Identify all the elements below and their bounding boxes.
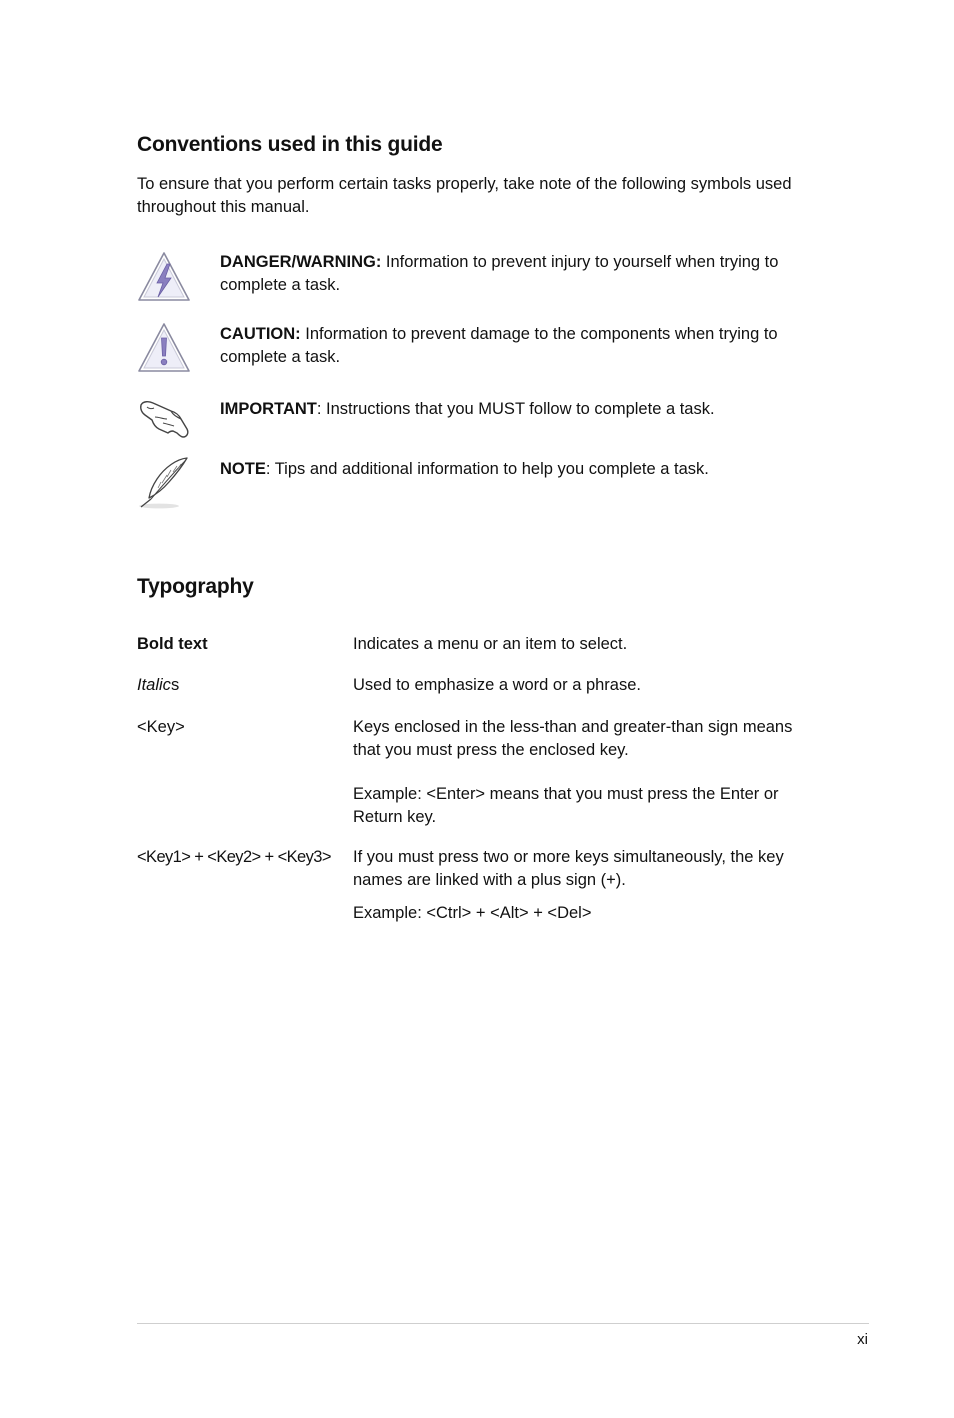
page-number: xi: [857, 1331, 868, 1348]
typography-desc-key-combo-example: Example: <Ctrl> + <Alt> + <Del>: [353, 904, 592, 922]
note-quill-icon: [137, 455, 193, 511]
note-description: : Tips and additional information to help you complete a task.: [265, 460, 709, 478]
caution-description: Information to prevent damage to the components when trying to complete a task.: [220, 325, 778, 366]
caution-label: CAUTION:: [220, 325, 301, 343]
important-hand-icon: [137, 393, 193, 449]
note-text: [220, 458, 810, 481]
caution-text: [220, 323, 810, 369]
typography-desc-bold: Indicates a menu or an item to select.: [353, 635, 628, 653]
typography-term-key-combo: <Key1> + <Key2> + <Key3>: [137, 848, 331, 866]
typography-term-italic-suffix: s: [170, 676, 180, 694]
typography-desc-key-combo: If you must press two or more keys simultaneously, the key names are linked with a plus sign (+).: [353, 848, 784, 889]
conventions-heading: Conventions used in this guide: [137, 133, 443, 156]
important-description: : Instructions that you MUST follow to complete a task.: [316, 400, 715, 418]
footer-divider: [137, 1323, 869, 1324]
danger-warning-text: [220, 251, 810, 297]
conventions-intro: To ensure that you perform certain tasks properly, take note of the following symbols used throughout this manual.: [137, 175, 792, 216]
typography-desc-key-example: Example: <Enter> means that you must press the Enter or Return key.: [353, 785, 779, 826]
typography-term-bold: Bold text: [137, 635, 208, 653]
typography-heading: Typography: [137, 575, 254, 598]
typography-term-italic-part: Italic: [137, 676, 171, 694]
note-label: NOTE: [220, 460, 266, 478]
danger-warning-icon: [137, 250, 193, 306]
important-text: [220, 398, 810, 421]
caution-icon: [137, 321, 193, 377]
danger-warning-label: DANGER/WARNING:: [220, 253, 382, 271]
typography-term-italic: [137, 674, 179, 697]
danger-warning-description: Information to prevent injury to yourself when trying to complete a task.: [220, 253, 779, 294]
important-label: IMPORTANT: [220, 400, 317, 418]
typography-term-key: <Key>: [137, 718, 185, 736]
typography-desc-italic: Used to emphasize a word or a phrase.: [353, 676, 641, 694]
typography-desc-key: Keys enclosed in the less-than and greater-than sign means that you must press the enclosed key.: [353, 718, 793, 759]
